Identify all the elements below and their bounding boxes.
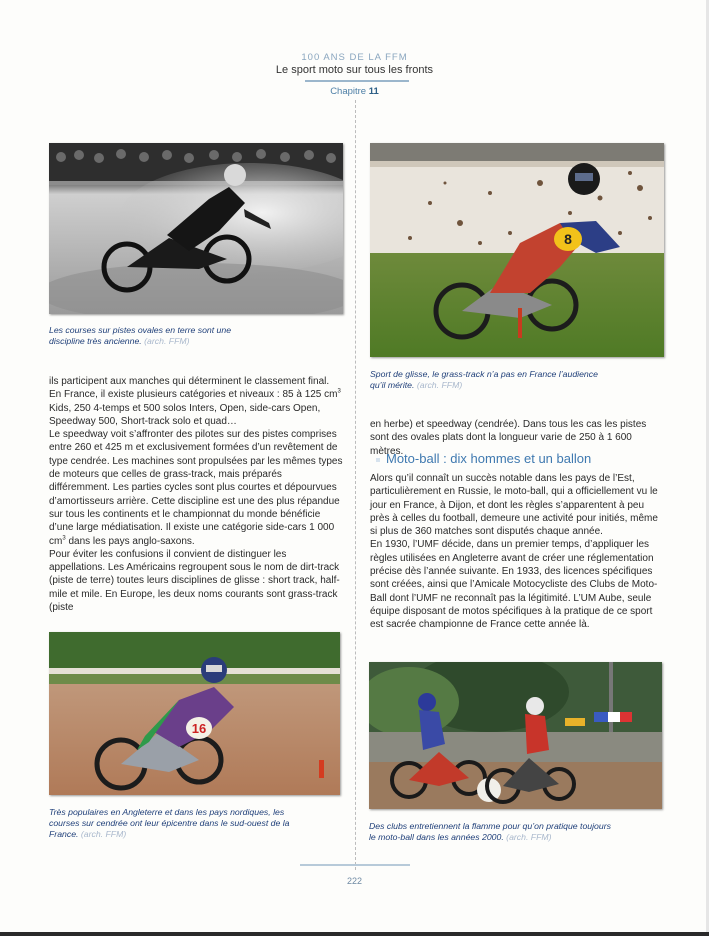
header-rule	[305, 80, 409, 82]
caption-photo-4	[369, 821, 619, 843]
caption-4-text: Des clubs entretiennent la flamme pour qu’on pratique toujours le moto-ball dans les années 2000.	[369, 821, 611, 842]
chapter-label	[0, 86, 709, 97]
right-para-1: en herbe) et speedway (cendrée). Dans tous les cas les pistes sont des ovales plats dont la longueur varie de 250 à 1 600 mètres.	[370, 419, 647, 457]
left-para-2	[49, 428, 343, 548]
page-title: Le sport moto sur tous les fronts	[275, 64, 434, 76]
caption-1-text: Les courses sur pistes ovales en terre sont une discipline très ancienne.	[49, 325, 232, 346]
caption-3-credit: (arch. FFM)	[80, 829, 127, 839]
caption-photo-1	[49, 325, 249, 347]
caption-3-text: Très populaires en Angleterre et dans les pays nordiques, les courses sur cendrée ont leur épicentre dans le sud-ouest de la France.	[49, 807, 290, 839]
right-para-2: Alors qu’il connaît un succès notable dans les pays de l’Est, particulièrement en Russie, le moto-ball, qui a officiellement vu le jour en France, à Dijon, et dont les règles s’apparentent à peu près à celles du football, demeure une activité pour initiés, même si plus de 360 matches sont disputés chaque année.	[370, 473, 658, 538]
bottom-band	[0, 932, 709, 936]
caption-photo-2	[370, 369, 600, 391]
left-para-2-b: dans les pays anglo-saxons.	[65, 535, 195, 547]
page-number: 222	[346, 876, 363, 886]
chapter-word: Chapitre	[330, 86, 367, 97]
column-divider	[355, 100, 356, 870]
cendree-bike-number: 16	[191, 721, 207, 736]
chapter-number: 11	[368, 86, 379, 97]
right-column-text	[370, 472, 664, 632]
left-para-2-a: Le speedway voit s’affronter des pilotes sur des pistes comprises entre 260 et 425 m et exclusivement formées d’un revêtement de type cendrée. Les machines sont propulsées par les mêmes types de moteurs que celles de grass-track, mais préparés différemment. Les parties cycles sont plus courtes et dépourvues d’amortisseurs arrière. Cette discipline est une des plus répandue sur tous les continents et le championnat du monde bénéficie d’une large médiatisation. Il existe une catégorie side-cars 1 000 cm	[49, 429, 343, 547]
left-para-1-b: Kids, 250 4-temps et 500 solos Inters, Open, side-cars Open, Speedway 500, Short-track solo et quad…	[49, 402, 321, 427]
left-para-1-a: ils participent aux manches qui déterminent le classement final. En France, il existe plusieurs catégories et niveaux : 85 à 125 cm	[49, 376, 338, 401]
caption-4-credit: (arch. FFM)	[506, 832, 552, 842]
caption-1-credit: (arch. FFM)	[144, 336, 190, 346]
caption-photo-3	[49, 807, 299, 840]
photo-grass-track	[370, 143, 664, 357]
left-para-1-sup: 3	[337, 388, 341, 395]
right-para-3: En 1930, l’UMF décide, dans un premier temps, d’appliquer les règles utilisées en Angleterre avant de créer une réglementation précise dès l’année suivante. En 1933, des licences spécifiques sont créées, ainsi que l’Amicale Motocycliste des Clubs de Moto-Ball dont l’UMF ne reconnaît pas la légitimité. L’UM Aube, seule équipe disposant de motos spécifiques à la pratique de ce sport est sacrée championne de France cette année là.	[370, 539, 658, 631]
left-para-1	[49, 375, 343, 428]
left-para-2-sup: 3	[62, 535, 66, 542]
left-column-text	[49, 375, 343, 614]
series-title: 100 ANS DE LA FFM	[301, 52, 408, 63]
photo-moto-ball	[369, 662, 662, 809]
footer-rule	[300, 864, 410, 866]
caption-2-credit: (arch. FFM)	[416, 380, 463, 390]
photo-speedway-cendree	[49, 632, 340, 795]
left-para-3: Pour éviter les confusions il convient de distinguer les appellations. Les Américains regroupent sous le nom de dirt-track (piste de terre) toutes leurs disciplines de glisse : short track, half-mile et mile. En Europe, les deux noms courants sont grass-track (piste	[49, 548, 340, 614]
caption-2-text: Sport de glisse, le grass-track n’a pas en France l’audience qu’il mérite.	[370, 369, 598, 390]
photo-speedway-bw	[49, 143, 343, 314]
section-heading: Moto-ball : dix hommes et un ballon	[376, 451, 666, 466]
grass-bike-number: 8	[564, 231, 572, 247]
